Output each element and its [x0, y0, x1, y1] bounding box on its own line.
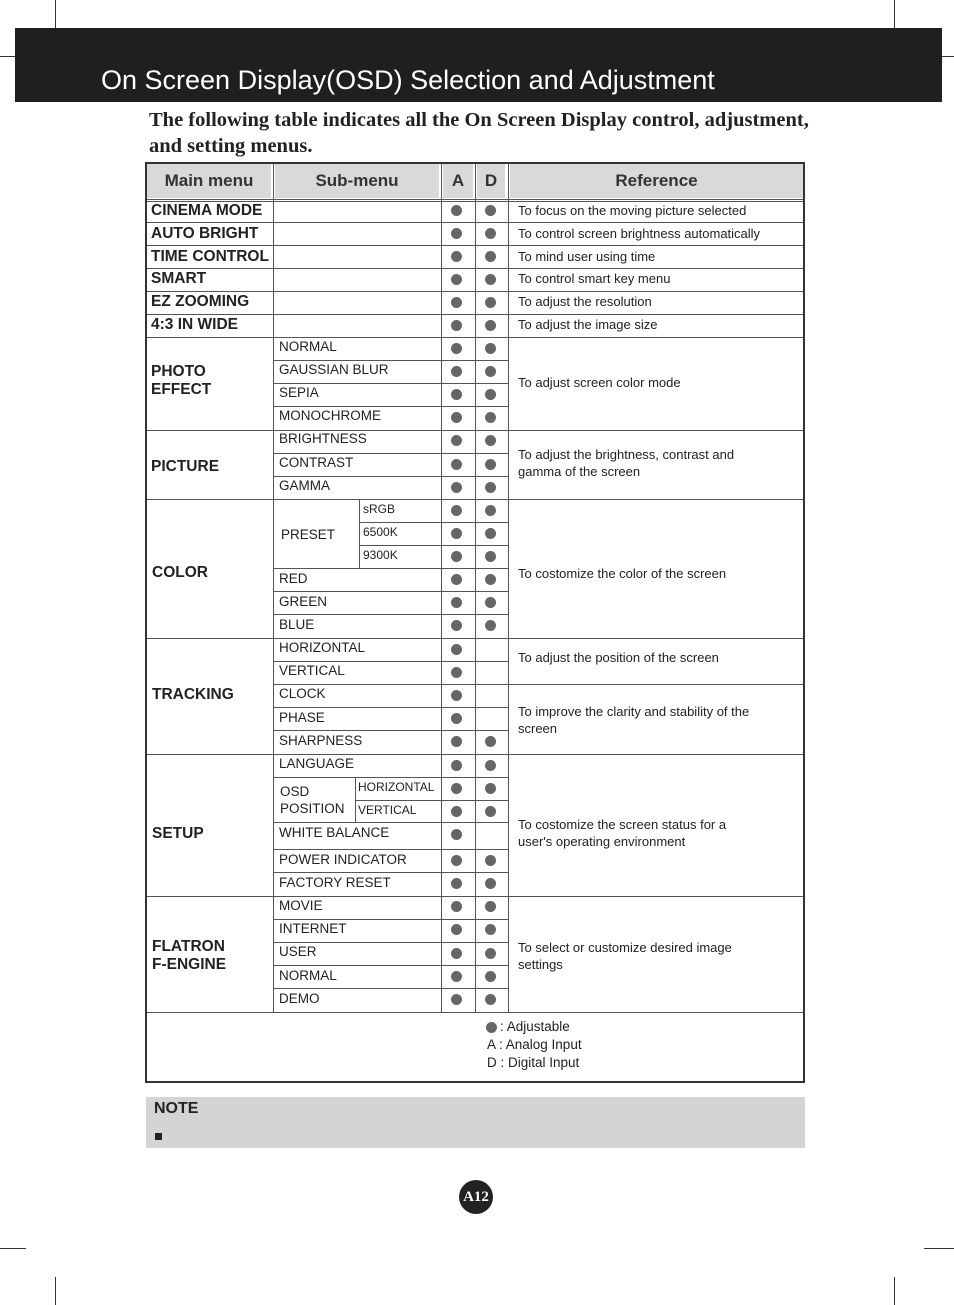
main-menu-setup: SETUP	[152, 825, 204, 842]
row-divider	[273, 406, 508, 407]
page-title: On Screen Display(OSD) Selection and Adjustment	[101, 65, 715, 95]
sub-menu-internet: INTERNET	[279, 921, 347, 936]
digital-adjustable-dot	[485, 482, 496, 493]
analog-adjustable-dot	[451, 948, 462, 959]
digital-adjustable-dot	[485, 994, 496, 1005]
main-menu-4-3-in-wide: 4:3 IN WIDE	[151, 316, 238, 333]
reference-text: To costomize the color of the screen	[518, 566, 727, 581]
digital-adjustable-dot	[485, 620, 496, 631]
analog-adjustable-dot	[451, 228, 462, 239]
sub-menu-brightness: BRIGHTNESS	[279, 431, 367, 446]
crop-mark	[924, 1248, 954, 1249]
sub-menu-gamma: GAMMA	[279, 478, 331, 493]
digital-adjustable-dot	[485, 459, 496, 470]
digital-adjustable-dot	[485, 412, 496, 423]
row-divider	[273, 988, 508, 989]
main-menu-auto-bright: AUTO BRIGHT	[151, 225, 259, 242]
analog-adjustable-dot	[451, 459, 462, 470]
note-bullet	[155, 1133, 162, 1140]
digital-adjustable-dot	[485, 389, 496, 400]
crop-mark	[894, 0, 895, 28]
sub-menu-phase: PHASE	[279, 710, 325, 725]
analog-adjustable-dot	[451, 389, 462, 400]
reference-text: To improve the clarity and stability of the screen	[518, 704, 750, 736]
row-divider	[273, 707, 508, 708]
analog-adjustable-dot	[451, 760, 462, 771]
main-menu-cinema-mode: CINEMA MODE	[151, 202, 263, 219]
analog-adjustable-dot	[451, 435, 462, 446]
sub-menu-osd-vertical: VERTICAL	[358, 803, 417, 817]
sub-menu-user: USER	[279, 944, 317, 959]
analog-adjustable-dot	[451, 829, 462, 840]
sub-menu-demo: DEMO	[279, 991, 320, 1006]
reference-text: To adjust the brightness, contrast and gamma of the screen	[518, 447, 735, 479]
analog-adjustable-dot	[451, 713, 462, 724]
sub-menu-6500k: 6500K	[363, 525, 398, 539]
column-divider	[475, 164, 476, 1012]
analog-adjustable-dot	[451, 971, 462, 982]
analog-adjustable-dot	[451, 551, 462, 562]
analog-adjustable-dot	[451, 690, 462, 701]
row-divider	[273, 872, 508, 873]
sub-menu-white-balance: WHITE BALANCE	[279, 825, 390, 840]
crop-mark	[0, 1248, 26, 1249]
column-divider	[355, 777, 356, 822]
sub-menu-sharpness: SHARPNESS	[279, 733, 363, 748]
sub-menu-srgb: sRGB	[363, 502, 396, 516]
sub-menu-horizontal: HORIZONTAL	[279, 640, 366, 655]
digital-adjustable-dot	[485, 855, 496, 866]
row-divider	[273, 849, 508, 850]
row-divider	[273, 684, 508, 685]
legend-digital: D : Digital Input	[487, 1055, 580, 1070]
sub-menu-monochrome: MONOCHROME	[279, 408, 381, 423]
sub-menu-language: LANGUAGE	[279, 756, 355, 771]
digital-adjustable-dot	[485, 760, 496, 771]
row-divider	[355, 800, 508, 801]
analog-adjustable-dot	[451, 736, 462, 747]
sub-menu-clock: CLOCK	[279, 686, 326, 701]
analog-adjustable-dot	[451, 251, 462, 262]
digital-adjustable-dot	[485, 924, 496, 935]
column-divider	[359, 499, 360, 568]
row-divider	[273, 614, 508, 615]
analog-adjustable-dot	[451, 528, 462, 539]
analog-adjustable-dot	[451, 297, 462, 308]
sub-menu-osd-position: OSD POSITION	[280, 784, 345, 816]
analog-adjustable-dot	[451, 343, 462, 354]
main-menu-picture: PICTURE	[151, 458, 220, 475]
sub-menu-vertical: VERTICAL	[279, 663, 345, 678]
header-analog: A	[443, 164, 473, 198]
reference-text: To adjust the image size	[518, 317, 658, 332]
column-divider	[508, 164, 509, 1012]
note-title: NOTE	[154, 1100, 199, 1117]
analog-adjustable-dot	[451, 482, 462, 493]
row-divider	[273, 942, 508, 943]
row-divider	[273, 360, 508, 361]
digital-adjustable-dot	[485, 736, 496, 747]
main-menu-photo-effect: PHOTO EFFECT	[151, 363, 212, 398]
reference-text: To select or customize desired image settings	[518, 940, 732, 972]
column-divider	[273, 164, 274, 1012]
legend-analog: A : Analog Input	[487, 1037, 582, 1052]
analog-adjustable-dot	[451, 901, 462, 912]
reference-text: To adjust screen color mode	[518, 375, 681, 390]
reference-text: To control screen brightness automatically	[518, 226, 761, 241]
row-divider	[273, 919, 508, 920]
analog-adjustable-dot	[451, 574, 462, 585]
row-divider	[273, 777, 508, 778]
digital-adjustable-dot	[485, 366, 496, 377]
analog-adjustable-dot	[451, 505, 462, 516]
sub-menu-osd-horizontal: HORIZONTAL	[358, 780, 435, 794]
reference-text: To mind user using time	[518, 249, 656, 264]
sub-menu-preset: PRESET	[281, 527, 336, 542]
sub-menu-movie: MOVIE	[279, 898, 323, 913]
row-divider	[273, 476, 508, 477]
row-divider	[273, 383, 508, 384]
reference-text: To focus on the moving picture selected	[518, 203, 747, 218]
reference-text: To control smart key menu	[518, 271, 671, 286]
digital-adjustable-dot	[485, 228, 496, 239]
digital-adjustable-dot	[485, 205, 496, 216]
analog-adjustable-dot	[451, 597, 462, 608]
digital-adjustable-dot	[485, 878, 496, 889]
row-divider	[359, 545, 508, 546]
main-menu-color: COLOR	[152, 564, 208, 581]
row-divider	[273, 661, 508, 662]
sub-menu-gaussian-blur: GAUSSIAN BLUR	[279, 362, 389, 377]
analog-adjustable-dot	[451, 412, 462, 423]
note-box	[146, 1097, 805, 1148]
digital-adjustable-dot	[485, 551, 496, 562]
reference-text: To adjust the resolution	[518, 294, 652, 309]
crop-mark	[942, 56, 954, 57]
main-menu-tracking: TRACKING	[152, 686, 234, 703]
header-main-menu: Main menu	[147, 164, 271, 198]
analog-adjustable-dot	[451, 620, 462, 631]
analog-adjustable-dot	[451, 205, 462, 216]
digital-adjustable-dot	[485, 435, 496, 446]
analog-adjustable-dot	[451, 667, 462, 678]
crop-mark	[55, 0, 56, 28]
analog-adjustable-dot	[451, 994, 462, 1005]
crop-mark	[55, 1277, 56, 1305]
sub-menu-blue: BLUE	[279, 617, 315, 632]
sub-menu-factory-reset: FACTORY RESET	[279, 875, 391, 890]
analog-adjustable-dot	[451, 783, 462, 794]
digital-adjustable-dot	[485, 901, 496, 912]
main-menu-smart: SMART	[151, 270, 207, 287]
header-sub-menu: Sub-menu	[275, 164, 439, 198]
row-divider	[273, 453, 508, 454]
legend-adjustable: : Adjustable	[500, 1019, 570, 1034]
row-divider	[273, 591, 508, 592]
digital-adjustable-dot	[485, 948, 496, 959]
reference-text: To costomize the screen status for a user's operating environment	[518, 817, 727, 849]
digital-adjustable-dot	[485, 320, 496, 331]
digital-adjustable-dot	[485, 274, 496, 285]
sub-menu-contrast: CONTRAST	[279, 455, 354, 470]
analog-adjustable-dot	[451, 644, 462, 655]
digital-adjustable-dot	[485, 505, 496, 516]
sub-menu-9300k: 9300K	[363, 548, 398, 562]
analog-adjustable-dot	[451, 924, 462, 935]
intro-line-1: The following table indicates all the On Screen Display control, adjustment,	[149, 109, 809, 131]
digital-adjustable-dot	[485, 597, 496, 608]
sub-menu-green: GREEN	[279, 594, 328, 609]
crop-mark	[0, 56, 15, 57]
column-divider	[441, 164, 442, 1012]
intro-text	[149, 107, 809, 159]
row-divider	[147, 1012, 803, 1013]
header-reference: Reference	[510, 164, 803, 198]
crop-mark	[894, 1277, 895, 1305]
legend-dot	[486, 1022, 497, 1033]
row-divider	[273, 730, 508, 731]
analog-adjustable-dot	[451, 878, 462, 889]
sub-menu-normal-engine: NORMAL	[279, 968, 337, 983]
digital-adjustable-dot	[485, 574, 496, 585]
digital-adjustable-dot	[485, 806, 496, 817]
row-divider	[273, 568, 508, 569]
digital-adjustable-dot	[485, 528, 496, 539]
digital-adjustable-dot	[485, 783, 496, 794]
intro-line-2: and setting menus.	[149, 135, 313, 157]
digital-adjustable-dot	[485, 251, 496, 262]
header-digital: D	[477, 164, 505, 198]
reference-text: To adjust the position of the screen	[518, 650, 719, 665]
main-menu-time-control: TIME CONTROL	[151, 248, 269, 265]
sub-menu-normal: NORMAL	[279, 339, 337, 354]
analog-adjustable-dot	[451, 274, 462, 285]
analog-adjustable-dot	[451, 320, 462, 331]
main-menu-ez-zooming: EZ ZOOMING	[151, 293, 250, 310]
row-divider	[273, 965, 508, 966]
analog-adjustable-dot	[451, 366, 462, 377]
row-divider	[273, 822, 508, 823]
row-divider	[508, 684, 803, 685]
analog-adjustable-dot	[451, 855, 462, 866]
sub-menu-red: RED	[279, 571, 308, 586]
row-divider	[359, 522, 508, 523]
analog-adjustable-dot	[451, 806, 462, 817]
sub-menu-sepia: SEPIA	[279, 385, 319, 400]
digital-adjustable-dot	[485, 297, 496, 308]
page-number-badge: A12	[459, 1180, 493, 1214]
sub-menu-power-indicator: POWER INDICATOR	[279, 852, 407, 867]
main-menu-flatron-f-engine: FLATRON F-ENGINE	[152, 938, 227, 973]
digital-adjustable-dot	[485, 971, 496, 982]
digital-adjustable-dot	[485, 343, 496, 354]
